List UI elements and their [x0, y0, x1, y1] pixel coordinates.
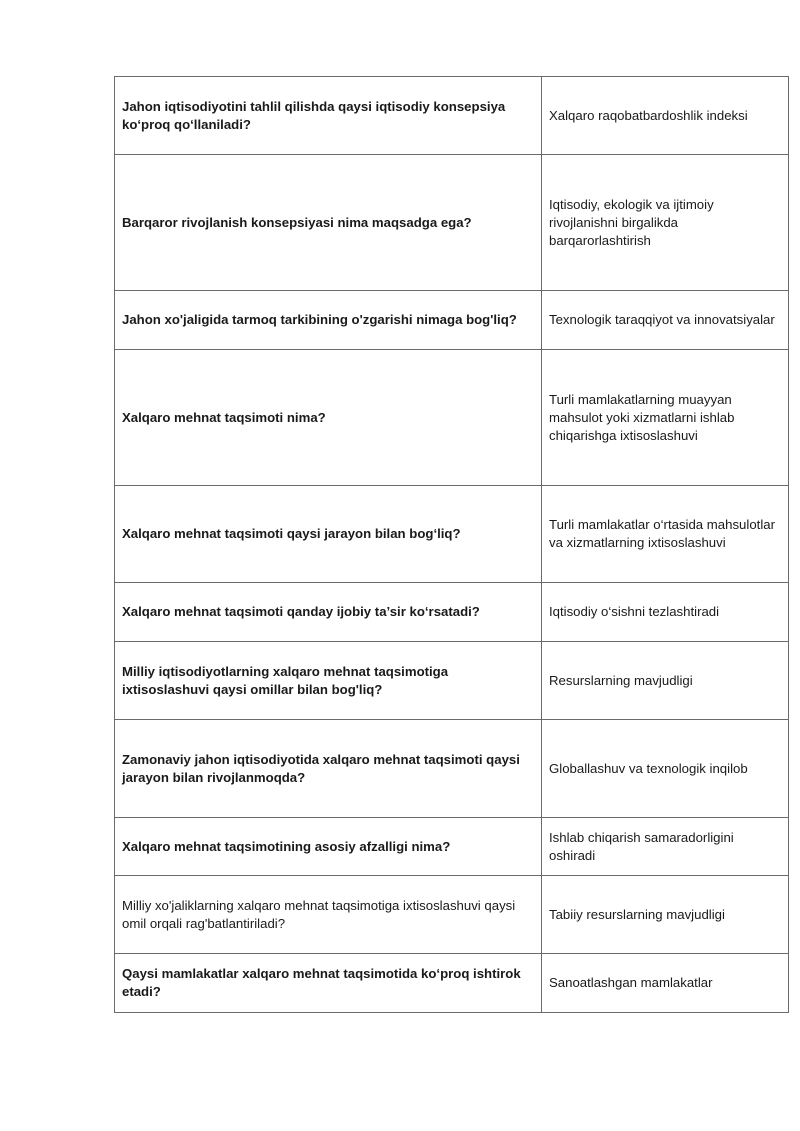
answer-cell: Ishlab chiqarish samaradorligini oshiradi — [542, 818, 789, 876]
table-row — [115, 350, 789, 486]
answer-cell: Turli mamlakatlar o‘rtasida mahsulotlar va xizmatlarning ixtisoslashuvi — [542, 486, 789, 583]
table-row — [115, 876, 789, 954]
answer-cell: Tabiiy resurslarning mavjudligi — [542, 876, 789, 954]
answer-cell: Resurslarning mavjudligi — [542, 642, 789, 720]
table-row — [115, 291, 789, 350]
answer-cell: Texnologik taraqqiyot va innovatsiyalar — [542, 291, 789, 350]
table-row — [115, 642, 789, 720]
question-cell: Barqaror rivojlanish konsepsiyasi nima maqsadga ega? — [115, 155, 542, 291]
answer-cell: Iqtisodiy, ekologik va ijtimoiy rivojlanishni birgalikda barqarorlashtirish — [542, 155, 789, 291]
question-cell: Jahon iqtisodiyotini tahlil qilishda qaysi iqtisodiy konsepsiya ko‘proq qo‘llaniladi? — [115, 77, 542, 155]
answer-cell: Iqtisodiy o‘sishni tezlashtiradi — [542, 583, 789, 642]
question-cell: Milliy xo'jaliklarning xalqaro mehnat taqsimotiga ixtisoslashuvi qaysi omil orqali rag'batlantiriladi? — [115, 876, 542, 954]
table-row — [115, 818, 789, 876]
question-cell: Xalqaro mehnat taqsimoti qaysi jarayon bilan bog‘liq? — [115, 486, 542, 583]
question-cell: Milliy iqtisodiyotlarning xalqaro mehnat taqsimotiga ixtisoslashuvi qaysi omillar bilan bog'liq? — [115, 642, 542, 720]
question-cell: Xalqaro mehnat taqsimoti nima? — [115, 350, 542, 486]
question-cell: Xalqaro mehnat taqsimotining asosiy afzalligi nima? — [115, 818, 542, 876]
table-row — [115, 720, 789, 818]
answer-cell: Sanoatlashgan mamlakatlar — [542, 954, 789, 1013]
question-cell: Xalqaro mehnat taqsimoti qanday ijobiy ta’sir ko‘rsatadi? — [115, 583, 542, 642]
qa-table-body — [115, 77, 789, 1013]
question-cell: Qaysi mamlakatlar xalqaro mehnat taqsimotida ko‘proq ishtirok etadi? — [115, 954, 542, 1013]
answer-cell: Turli mamlakatlarning muayyan mahsulot yoki xizmatlarni ishlab chiqarishga ixtisoslashuvi — [542, 350, 789, 486]
question-cell: Zamonaviy jahon iqtisodiyotida xalqaro mehnat taqsimoti qaysi jarayon bilan rivojlanmoqda? — [115, 720, 542, 818]
table-row — [115, 155, 789, 291]
answer-cell: Globallashuv va texnologik inqilob — [542, 720, 789, 818]
answer-cell: Xalqaro raqobatbardoshlik indeksi — [542, 77, 789, 155]
qa-table — [114, 76, 789, 1013]
table-row — [115, 583, 789, 642]
table-row — [115, 77, 789, 155]
table-row — [115, 486, 789, 583]
table-row — [115, 954, 789, 1013]
question-cell: Jahon xo'jaligida tarmoq tarkibining o'zgarishi nimaga bog'liq? — [115, 291, 542, 350]
